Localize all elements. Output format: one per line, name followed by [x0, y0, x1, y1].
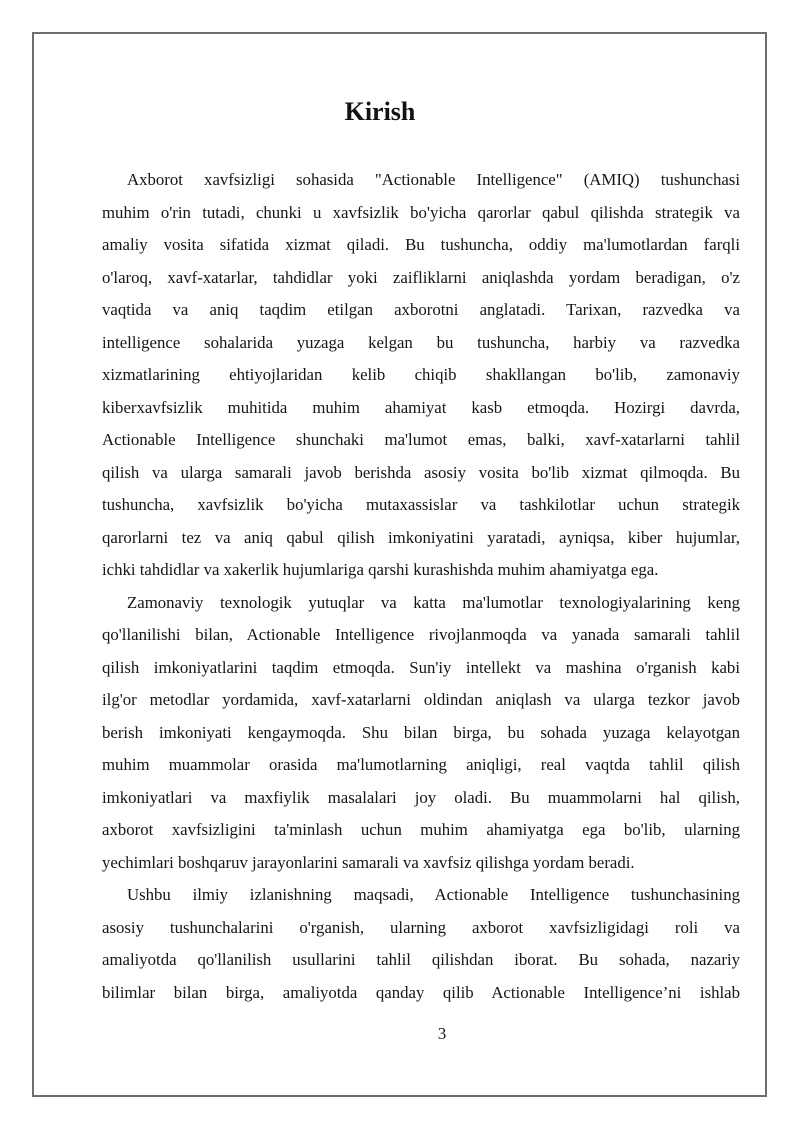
text-line: amaliy vosita sifatida xizmat qiladi. Bu tushuncha, oddiy ma'lumotlardan farqli: [102, 235, 740, 254]
text-line: vaqtida va aniq taqdim etilgan axborotni anglatadi. Tarixan, razvedka va: [102, 300, 740, 319]
text-line: intelligence sohalarida yuzaga kelgan bu tushuncha, harbiy va razvedka: [102, 332, 740, 352]
text-line: muhim o'rin tutadi, chunki u xavfsizlik bo'yicha qarorlar qabul qilishda strategik va: [102, 202, 740, 222]
text-line: Zamonaviy texnologik yutuqlar va katta ma'lumotlar texnologiyalarining keng: [127, 592, 740, 612]
page-title: Kirish: [344, 97, 416, 126]
text-line: ilg'or metodlar yordamida, xavf-xatarlarni oldindan aniqlash va ularga tezkor javob: [102, 690, 740, 709]
text-line: Ushbu ilmiy izlanishning maqsadi, Actionable Intelligence tushunchasining: [127, 885, 740, 904]
text-line: berish imkoniyati kengaymoqda. Shu bilan birga, bu sohada yuzaga kelayotgan: [102, 722, 740, 742]
text-line: amaliyotda qo'llanilish usullarini tahlil qilishdan iborat. Bu sohada, nazariy: [102, 950, 740, 969]
text-line: tushuncha, xavfsizlik bo'yicha mutaxassislar va tashkilotlar uchun strategik: [102, 495, 740, 514]
text-line: yechimlari boshqaruv jarayonlarini samarali va xavfsiz qilishga yordam beradi.: [102, 852, 635, 872]
text-line: axborot xavfsizligini ta'minlash uchun muhim ahamiyatga ega bo'lib, ularning: [102, 820, 740, 839]
text-line: asosiy tushunchalarini o'rganish, ularning axborot xavfsizligidagi roli va: [102, 917, 740, 937]
text-line: qilish va ularga samarali javob berishda asosiy vosita bo'lib xizmat qilmoqda. Bu: [102, 462, 740, 482]
text-line: o'laroq, xavf-xatarlar, tahdidlar yoki zaifliklarni aniqlashda yordam beradigan, o'z: [102, 267, 740, 287]
text-line: muhim muammolar orasida ma'lumotlarning aniqligi, real vaqtda tahlil qilish: [102, 755, 740, 774]
text-line: ichki tahdidlar va xakerlik hujumlariga qarshi kurashishda muhim ahamiyatga ega.: [102, 560, 659, 579]
text-line: bilimlar bilan birga, amaliyotda qanday qilib Actionable Intelligence’ni ishlab: [102, 982, 740, 1002]
text-line: qarorlarni tez va aniq qabul qilish imkoniyatini yaratadi, ayniqsa, kiber hujumlar,: [102, 527, 740, 547]
text-line: imkoniyatlari va maxfiylik masalalari joy oladi. Bu muammolarni hal qilish,: [102, 787, 740, 807]
text-line: qo'llanilishi bilan, Actionable Intelligence rivojlanmoqda va yanada samarali tahlil: [102, 625, 740, 644]
text-line: qilish imkoniyatlarini taqdim etmoqda. Sun'iy intellekt va mashina o'rganish kabi: [102, 657, 740, 677]
text-line: Actionable Intelligence shunchaki ma'lumot emas, balki, xavf-xatarlarni tahlil: [102, 430, 740, 449]
text-line: xizmatlarining ehtiyojlaridan kelib chiqib shakllangan bo'lib, zamonaviy: [102, 365, 740, 384]
page-number: 3: [437, 1024, 447, 1043]
text-line: Axborot xavfsizligi sohasida "Actionable Intelligence" (AMIQ) tushunchasi: [127, 170, 740, 189]
text-line: kiberxavfsizlik muhitida muhim ahamiyat kasb etmoqda. Hozirgi davrda,: [102, 397, 740, 417]
document-body: [102, 164, 740, 1009]
page-border: [32, 32, 767, 1097]
